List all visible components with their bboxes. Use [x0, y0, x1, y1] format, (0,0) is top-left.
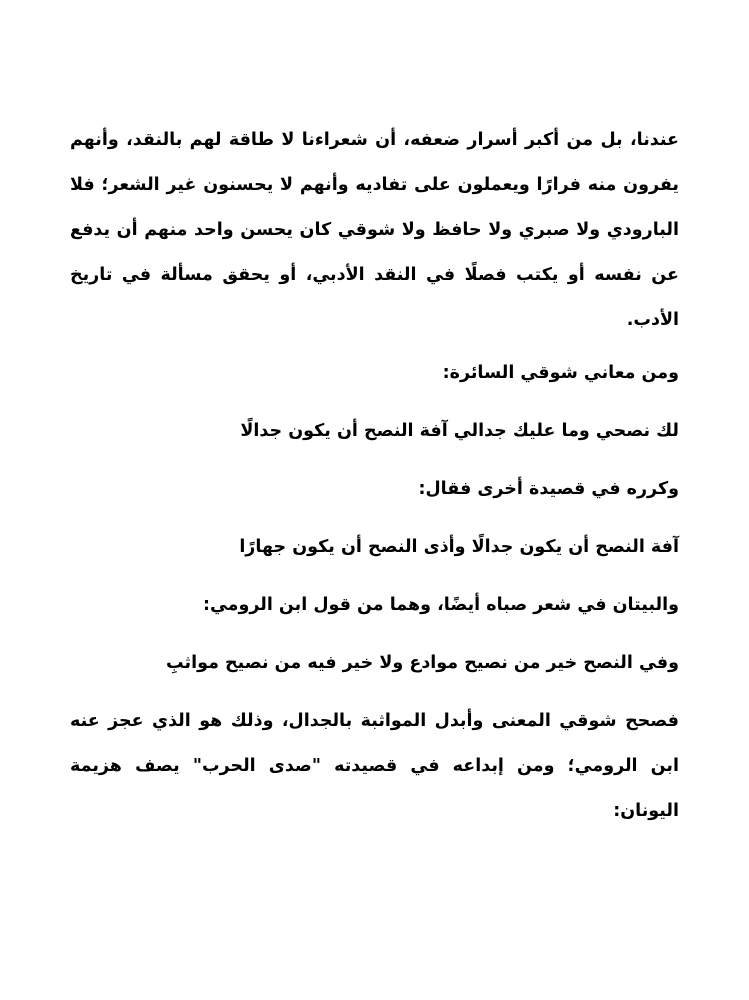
- verse-line-1: لك نصحي وما عليك جدالي آفة النصح أن يكون جدالًا: [240, 421, 679, 441]
- verse-line-2: آفة النصح أن يكون جدالًا وأذى النصح أن يكون جهارًا: [239, 537, 679, 557]
- verse-line-3: وفي النصح خير من نصيح موادع ولا خير فيه من نصيح مواثبِ: [166, 653, 679, 673]
- paragraph-criticism: عندنا، بل من أكبر أسرار ضعفه، أن شعراءنا لا طاقة لهم بالنقد، وأنهم يفرون منه فرارًا ويعملون على تفاديه وأنهم لا يحسنون غير الشعر؛ فلا البارودي ولا صبري ولا حافظ ولا شوقي كان يحسن واحد منهم أن يدفع عن نفسه أو يكتب فصلًا في النقد الأدبي، أو يحقق مسألة في تاريخ الأدب.: [70, 130, 679, 330]
- couplets-line: والبيتان في شعر صباه أيضًا، وهما من قول ابن الرومي:: [202, 595, 679, 615]
- intro-line: ومن معاني شوقي السائرة:: [442, 363, 679, 383]
- repeat-line: وكرره في قصيدة أخرى فقال:: [418, 479, 679, 499]
- paragraph-correction: فصحح شوقي المعنى وأبدل المواثبة بالجدال، وذلك هو الذي عجز عنه ابن الرومي؛ ومن إبداعه في قصيدته "صدى الحرب" يصف هزيمة اليونان:: [70, 711, 679, 821]
- document-body: [70, 118, 679, 834]
